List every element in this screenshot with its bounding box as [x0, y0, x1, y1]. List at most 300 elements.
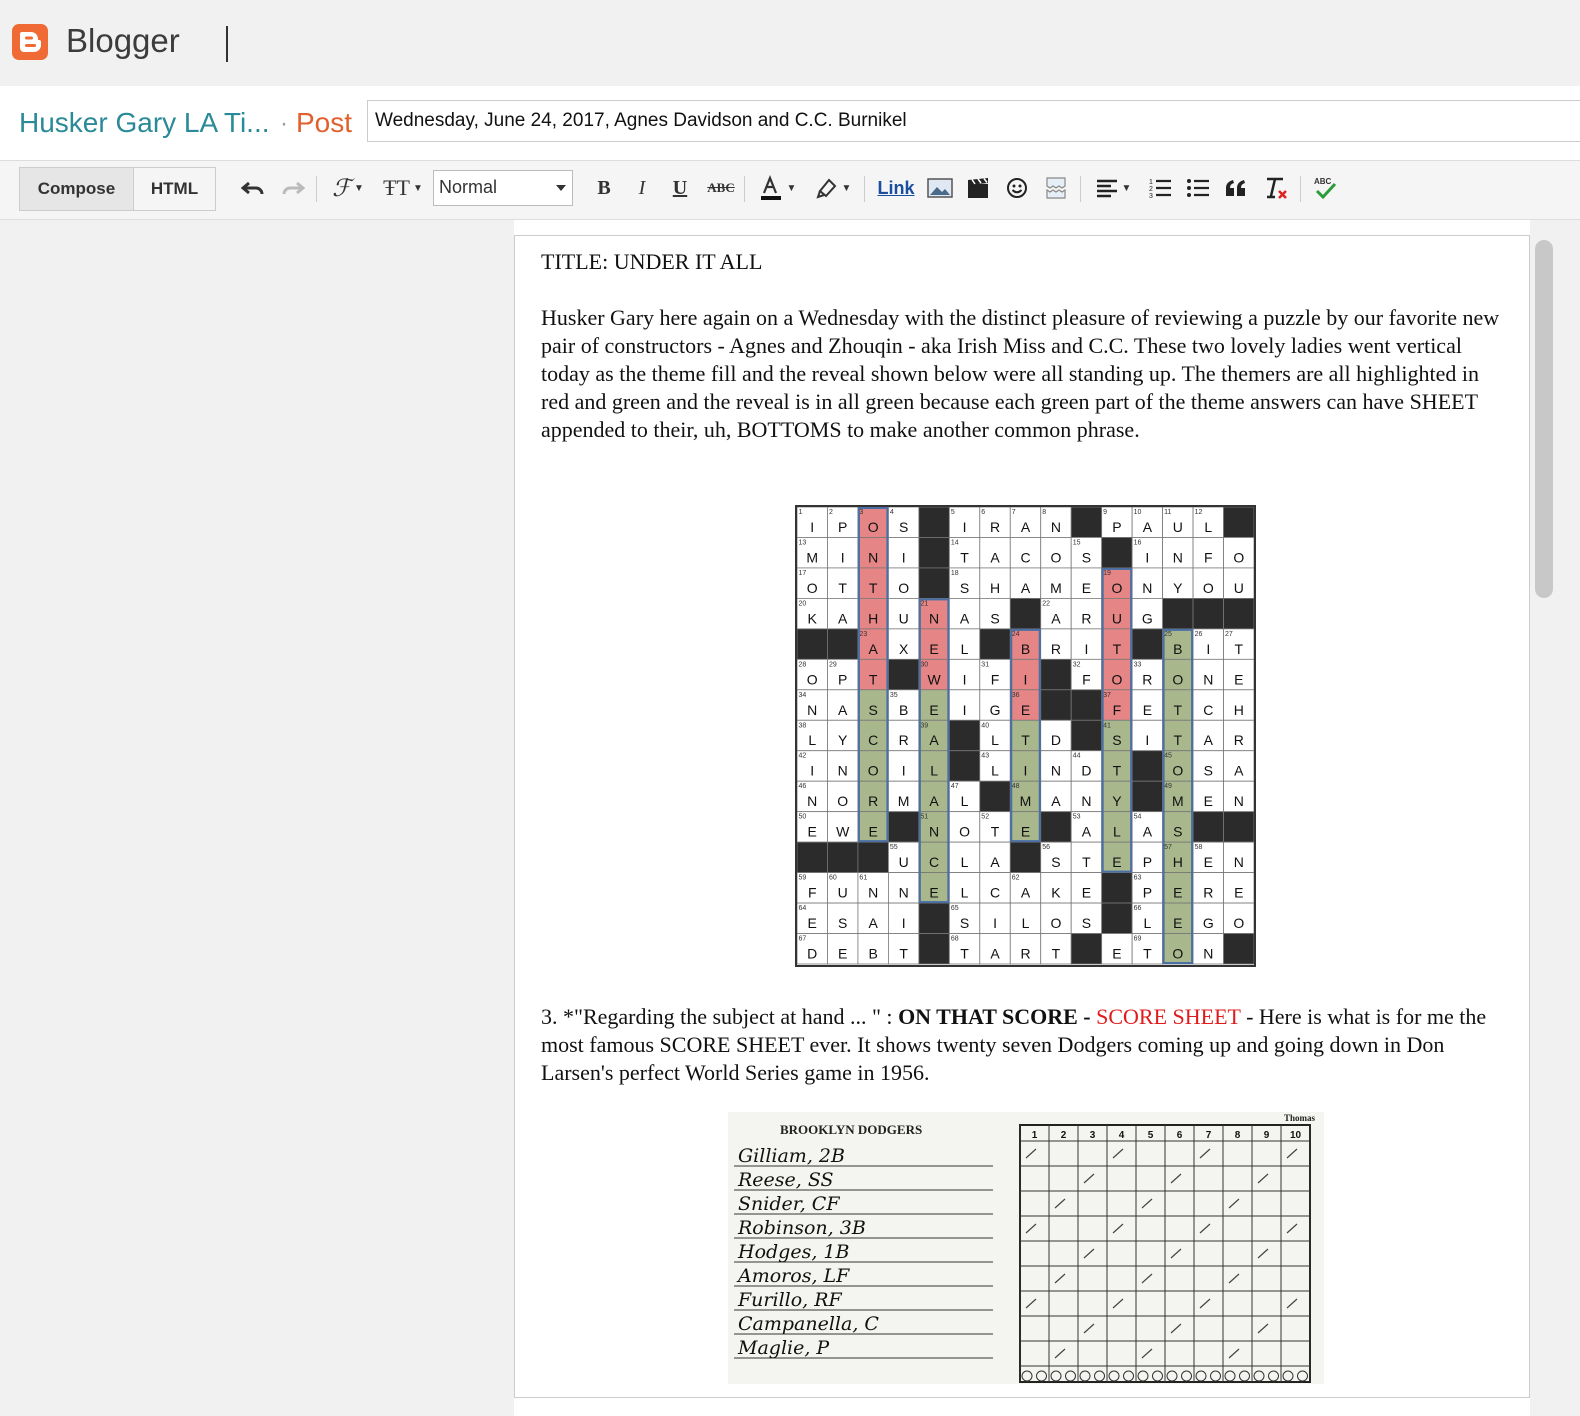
score-mark — [1142, 1274, 1152, 1283]
crossword-clue-number: 53 — [1072, 813, 1081, 821]
score-mark — [1229, 1349, 1239, 1358]
crossword-clue-number: 2 — [828, 509, 833, 516]
crossword-letter: S — [990, 610, 1000, 627]
total-circle — [1254, 1371, 1264, 1381]
crossword-clue-number: 50 — [798, 813, 807, 821]
crossword-clue-number: 34 — [798, 691, 807, 699]
crossword-letter: E — [1020, 823, 1031, 840]
score-mark — [1171, 1249, 1181, 1258]
score-mark — [1084, 1249, 1094, 1258]
crossword-clue-number: 16 — [1133, 539, 1142, 547]
crossword-clue-number: 17 — [798, 569, 807, 577]
crossword-letter: P — [1112, 518, 1122, 535]
crossword-letter: A — [1051, 610, 1061, 627]
crossword-letter: L — [1204, 518, 1213, 535]
crossword-clue-number: 37 — [1103, 691, 1111, 699]
player-name: Hodges, 1B — [738, 1241, 850, 1263]
crossword-letter: G — [989, 701, 1001, 718]
crossword-clue-number: 32 — [1072, 661, 1081, 669]
crossword-letter: C — [1020, 549, 1031, 566]
blog-name-link[interactable]: Husker Gary LA Ti... — [19, 107, 270, 138]
crossword-cell — [1041, 812, 1071, 842]
crossword-cell — [858, 842, 888, 872]
quote-icon[interactable] — [1222, 172, 1250, 204]
crossword-letter: L — [808, 732, 817, 749]
crossword-clue-number: 43 — [981, 752, 990, 760]
blogger-logo-icon[interactable] — [12, 24, 48, 60]
crossword-letter: B — [1173, 640, 1183, 657]
total-circle — [1138, 1371, 1148, 1381]
score-mark — [1258, 1249, 1268, 1258]
crossword-letter: L — [1021, 915, 1030, 932]
crossword-letter: E — [929, 640, 939, 657]
strikethrough-button[interactable]: ABC — [707, 180, 735, 195]
crossword-letter: E — [807, 915, 817, 932]
crossword-letter: B — [898, 701, 909, 718]
text-color-icon[interactable]: ▼ — [754, 172, 800, 204]
crossword-letter: S — [898, 518, 909, 535]
crossword-letter: D — [1050, 732, 1062, 749]
clue-red-answer: SCORE SHEET — [1096, 1004, 1241, 1029]
crossword-letter: O — [1233, 915, 1245, 932]
crossword-clue-number: 55 — [889, 844, 898, 852]
numbered-list-icon[interactable] — [1146, 172, 1174, 204]
crossword-letter: E — [868, 823, 878, 840]
total-circle — [1109, 1371, 1119, 1381]
crossword-cell — [1010, 842, 1040, 872]
crossword-letter: O — [1050, 915, 1062, 932]
crossword-clue-number: 8 — [1042, 509, 1047, 516]
crossword-letter: Y — [838, 732, 848, 749]
crossword-cell — [1041, 690, 1071, 720]
clue-prefix: 3. *"Regarding the subject at hand ... " : — [541, 1004, 899, 1029]
crossword-letter: T — [1082, 854, 1091, 871]
total-circle — [1240, 1371, 1250, 1381]
svg-text:1: 1 — [1149, 179, 1153, 186]
crossword-letter: H — [989, 579, 1001, 596]
crossword-letter: C — [989, 884, 1001, 901]
alignment-icon[interactable]: ▼ — [1090, 172, 1136, 204]
crossword-cell — [827, 842, 857, 872]
crossword-letter: O — [1111, 579, 1123, 596]
crossword-clue-number: 59 — [798, 874, 807, 882]
crossword-letter: A — [990, 854, 1000, 871]
crossword-letter: A — [868, 915, 878, 932]
corner-label: Thomas — [1284, 1113, 1316, 1123]
crossword-cell — [1224, 812, 1254, 842]
toolbar-divider — [1080, 176, 1081, 202]
chevron-down-icon — [556, 185, 566, 191]
crossword-clue-number: 58 — [1194, 844, 1203, 852]
font-size-icon[interactable]: ŦT ▼ — [383, 175, 423, 200]
crossword-letter: E — [838, 945, 848, 962]
crossword-cell — [1224, 598, 1254, 628]
crossword-cell — [797, 842, 827, 872]
crossword-letter: H — [868, 610, 879, 627]
crossword-clue-number: 6 — [981, 509, 986, 516]
crossword-clue-number: 40 — [981, 722, 990, 730]
crossword-cell — [1071, 934, 1101, 964]
crossword-clue-number: 41 — [1103, 722, 1111, 730]
crossword-letter: C — [929, 854, 940, 871]
crossword-cell — [1224, 507, 1254, 537]
highlight-color-icon[interactable]: ▼ — [810, 172, 856, 204]
toolbar-divider — [744, 176, 745, 202]
player-name: Campanella, C — [738, 1313, 879, 1335]
crossword-letter: T — [1051, 945, 1061, 962]
crossword-letter: I — [810, 518, 815, 535]
crossword-letter: A — [838, 610, 848, 627]
team-heading: BROOKLYN DODGERS — [780, 1122, 923, 1137]
crossword-letter: L — [1143, 915, 1152, 932]
crossword-letter: D — [1081, 762, 1092, 779]
crossword-letter: U — [898, 854, 909, 871]
crossword-letter: R — [1142, 671, 1153, 688]
crossword-letter: S — [1173, 823, 1183, 840]
score-mark — [1229, 1199, 1239, 1208]
player-name: Gilliam, 2B — [738, 1145, 845, 1167]
crossword-letter: P — [838, 671, 848, 688]
crossword-letter: B — [1020, 640, 1031, 657]
crossword-letter: L — [1113, 823, 1121, 840]
crossword-clue-number: 14 — [950, 539, 959, 547]
crossword-clue-number: 60 — [828, 874, 837, 882]
crossword-letter: S — [838, 915, 848, 932]
crossword-clue-number: 63 — [1133, 874, 1142, 882]
total-circle — [1283, 1371, 1293, 1381]
crossword-letter: N — [1203, 671, 1214, 688]
crossword-clue-number: 27 — [1225, 630, 1233, 638]
crossword-letter: O — [806, 579, 818, 596]
crossword-letter: I — [1145, 732, 1150, 749]
crossword-letter: F — [990, 671, 1000, 688]
crossword-letter: O — [1233, 549, 1245, 566]
total-circle — [1080, 1371, 1090, 1381]
crossword-letter: A — [1051, 793, 1061, 810]
crossword-letter: C — [1203, 701, 1214, 718]
crossword-letter: M — [1050, 579, 1062, 596]
underline-button[interactable]: U — [672, 176, 688, 199]
paragraph-format-select[interactable] — [433, 170, 573, 206]
crossword-letter: Y — [1173, 579, 1183, 596]
crossword-letter: A — [1142, 518, 1153, 535]
crossword-cell — [888, 812, 918, 842]
crossword-letter: B — [868, 945, 878, 962]
crossword-clue-number: 11 — [1164, 509, 1172, 516]
crossword-cell — [1163, 598, 1193, 628]
crossword-letter: T — [1234, 640, 1244, 657]
crossword-cell — [919, 568, 949, 598]
crossword-clue-number: 18 — [950, 569, 959, 577]
crossword-letter: A — [990, 945, 1000, 962]
crossword-letter: A — [1081, 823, 1092, 840]
crossword-clue-number: 61 — [859, 874, 868, 882]
editor-scrollbar[interactable] — [1535, 240, 1553, 598]
post-title-line: TITLE: UNDER IT ALL — [541, 249, 763, 274]
inning-number: 5 — [1147, 1130, 1154, 1141]
player-name: Furillo, RF — [738, 1289, 842, 1311]
crossword-letter: D — [807, 945, 818, 962]
crossword-letter: O — [837, 793, 849, 810]
crossword-letter: E — [1173, 915, 1183, 932]
crossword-letter: K — [1051, 884, 1061, 901]
crossword-cell — [949, 720, 979, 750]
total-circle — [1298, 1371, 1308, 1381]
inning-number: 6 — [1176, 1130, 1183, 1141]
score-mark — [1258, 1174, 1268, 1183]
crossword-letter: E — [1173, 884, 1183, 901]
emoji-icon[interactable] — [1003, 172, 1031, 204]
crossword-letter: R — [1233, 732, 1244, 749]
crossword-letter: O — [1111, 671, 1123, 688]
crossword-clue-number: 9 — [1103, 509, 1108, 516]
section-label: Post — [296, 107, 353, 138]
crossword-letter: H — [1233, 701, 1244, 718]
crossword-letter: T — [1173, 732, 1183, 749]
crossword-letter: K — [807, 610, 817, 627]
redo-icon[interactable] — [280, 172, 306, 204]
total-circle — [1124, 1371, 1134, 1381]
total-circle — [1095, 1371, 1105, 1381]
undo-icon[interactable] — [240, 172, 266, 204]
score-mark — [1200, 1299, 1210, 1308]
crossword-clue-number: 45 — [1164, 752, 1172, 760]
score-mark — [1258, 1324, 1268, 1333]
player-name: Amoros, LF — [738, 1265, 850, 1287]
crossword-letter: R — [868, 793, 879, 810]
crossword-letter: F — [807, 884, 817, 901]
score-mark — [1055, 1199, 1065, 1208]
crossword-letter: T — [990, 823, 1000, 840]
crossword-letter: P — [1142, 884, 1153, 901]
post-title-input[interactable] — [367, 100, 1580, 142]
crossword-cell — [1132, 629, 1162, 659]
crossword-letter: W — [836, 823, 850, 840]
crossword-clue-number: 44 — [1072, 752, 1081, 760]
crossword-letter: U — [837, 884, 848, 901]
crossword-letter: I — [1206, 640, 1211, 657]
crossword-clue-number: 26 — [1194, 630, 1203, 638]
crossword-letter: I — [962, 518, 967, 535]
crossword-letter: S — [868, 701, 878, 718]
crossword-clue-number: 69 — [1133, 935, 1142, 943]
crossword-letter: T — [899, 945, 908, 962]
crossword-clue-number: 3 — [859, 509, 864, 516]
crossword-clue-number: 25 — [1164, 630, 1172, 638]
crossword-clue-number: 7 — [1011, 509, 1016, 516]
crossword-letter: A — [990, 549, 1000, 566]
crossword-letter: I — [1023, 671, 1028, 688]
crossword-letter: E — [1142, 701, 1153, 718]
crossword-letter: T — [1112, 762, 1122, 779]
score-mark — [1084, 1324, 1094, 1333]
clue-answer: ON THAT SCORE - — [898, 1004, 1097, 1029]
total-circle — [1269, 1371, 1279, 1381]
crossword-letter: A — [1020, 518, 1031, 535]
svg-text:3: 3 — [1149, 193, 1153, 199]
html-mode-button[interactable]: HTML — [133, 167, 216, 211]
crossword-letter: E — [807, 823, 817, 840]
crossword-clue-number: 29 — [828, 661, 837, 669]
crossword-clue-number: 57 — [1164, 844, 1172, 852]
crossword-clue-number: 13 — [798, 539, 807, 547]
editor-content — [541, 248, 1507, 444]
font-family-icon[interactable]: ℱ ▼ — [332, 175, 364, 202]
player-name: Reese, SS — [738, 1169, 834, 1191]
crossword-cell — [888, 659, 918, 689]
crossword-letter: I — [993, 915, 997, 932]
crossword-letter: I — [1023, 762, 1028, 779]
svg-text:2: 2 — [1149, 186, 1153, 193]
crossword-letter: M — [1019, 793, 1032, 810]
crossword-cell — [1193, 598, 1223, 628]
crossword-letter: I — [901, 915, 906, 932]
crossword-cell — [1071, 720, 1101, 750]
inning-number: 9 — [1263, 1130, 1270, 1141]
crossword-letter: T — [1143, 945, 1152, 962]
crossword-clue-number: 4 — [889, 509, 894, 516]
crossword-letter: O — [1050, 549, 1062, 566]
insert-image-icon[interactable] — [926, 172, 954, 204]
bulleted-list-icon[interactable] — [1184, 172, 1212, 204]
crossword-cell — [949, 751, 979, 781]
crossword-letter: G — [1141, 610, 1153, 627]
total-circle — [1211, 1371, 1221, 1381]
crossword-letter: C — [868, 732, 879, 749]
crossword-letter: R — [989, 518, 1001, 535]
crossword-letter: O — [867, 518, 879, 535]
crossword-clue-number: 23 — [859, 630, 868, 638]
crossword-clue-number: 52 — [981, 813, 990, 821]
crossword-letter: M — [806, 549, 819, 566]
crossword-letter: S — [1203, 762, 1213, 779]
compose-mode-button[interactable]: Compose — [19, 167, 134, 211]
crossword-letter: N — [1081, 793, 1092, 810]
crossword-letter: N — [868, 884, 879, 901]
crossword-letter: T — [960, 945, 969, 962]
crossword-letter: P — [1142, 854, 1153, 871]
crossword-letter: O — [959, 823, 971, 840]
toolbar-divider — [316, 176, 317, 202]
crossword-letter: I — [840, 549, 845, 566]
crossword-letter: A — [1234, 762, 1244, 779]
crossword-letter: M — [897, 793, 910, 810]
spellcheck-icon[interactable] — [1310, 172, 1340, 204]
crossword-letter: U — [1172, 518, 1183, 535]
crossword-cell — [980, 781, 1010, 811]
crossword-grid-image — [795, 505, 1256, 967]
crossword-letter: G — [1202, 915, 1214, 932]
remove-formatting-icon[interactable] — [1261, 172, 1291, 204]
italic-button[interactable]: I — [638, 176, 646, 199]
inning-number: 8 — [1234, 1130, 1241, 1141]
player-name: Snider, CF — [738, 1193, 840, 1215]
link-button[interactable]: Link — [877, 177, 915, 198]
inning-number: 2 — [1060, 1130, 1067, 1141]
crossword-letter: U — [1111, 610, 1122, 627]
crossword-cell — [919, 903, 949, 933]
score-mark — [1113, 1299, 1123, 1308]
crossword-clue-number: 62 — [1011, 874, 1020, 882]
crossword-clue-number: 64 — [798, 905, 807, 913]
crossword-letter: E — [1203, 793, 1213, 810]
crossword-clue-number: 31 — [981, 661, 990, 669]
inning-number: 7 — [1205, 1130, 1212, 1141]
crossword-letter: A — [929, 793, 939, 810]
crossword-cell — [1193, 812, 1223, 842]
crossword-letter: O — [898, 579, 910, 596]
crossword-cell — [797, 629, 827, 659]
crossword-clue-number: 20 — [798, 600, 807, 608]
total-circle — [1153, 1371, 1163, 1381]
score-mark — [1026, 1299, 1036, 1308]
crossword-letter: O — [1172, 945, 1184, 962]
crossword-letter: N — [807, 793, 818, 810]
header-separator: · — [280, 110, 288, 137]
crossword-letter: E — [1112, 854, 1122, 871]
crossword-cell — [1102, 903, 1132, 933]
insert-jump-break-icon[interactable] — [1042, 172, 1070, 204]
crossword-letter: W — [927, 671, 941, 688]
crossword-clue-number: 30 — [920, 661, 929, 669]
total-circle — [1066, 1371, 1076, 1381]
crossword-clue-number: 19 — [1103, 569, 1111, 577]
crossword-clue-number: 46 — [798, 783, 807, 791]
crossword-cell — [980, 629, 1010, 659]
score-mark — [1055, 1274, 1065, 1283]
crossword-letter: N — [929, 610, 940, 627]
score-mark — [1171, 1324, 1181, 1333]
crossword-clue-number: 1 — [798, 509, 803, 516]
crossword-letter: E — [1020, 701, 1031, 718]
crossword-letter: A — [868, 640, 878, 657]
total-circle — [1051, 1371, 1061, 1381]
crossword-clue-number: 39 — [920, 722, 929, 730]
player-name: Maglie, P — [738, 1337, 830, 1359]
crossword-letter: L — [960, 884, 969, 901]
crossword-letter: A — [838, 701, 848, 718]
total-circle — [1182, 1371, 1192, 1381]
crossword-letter: I — [901, 762, 906, 779]
crossword-letter: L — [930, 762, 938, 779]
spacer — [541, 276, 1507, 304]
crossword-letter: S — [1081, 915, 1092, 932]
score-mark — [1200, 1149, 1210, 1158]
crossword-cell — [1102, 873, 1132, 903]
crossword-letter: X — [898, 640, 909, 657]
crossword-clue-number: 38 — [798, 722, 807, 730]
total-circle — [1037, 1371, 1047, 1381]
crossword-letter: S — [959, 579, 970, 596]
score-mark — [1142, 1199, 1152, 1208]
crossword-cell — [1071, 507, 1101, 537]
score-mark — [1113, 1224, 1123, 1233]
crossword-letter: F — [1204, 549, 1213, 566]
crossword-letter: A — [1020, 579, 1031, 596]
crossword-letter: F — [1082, 671, 1091, 688]
crossword-letter: E — [1203, 854, 1213, 871]
crossword-letter: T — [868, 671, 878, 688]
crossword-letter: S — [1112, 732, 1122, 749]
insert-video-icon[interactable] — [964, 172, 992, 204]
bold-button[interactable]: B — [597, 176, 611, 199]
crossword-clue-number: 54 — [1133, 813, 1142, 821]
crossword-letter: N — [837, 762, 848, 779]
crossword-clue-number: 5 — [950, 509, 955, 516]
crossword-clue-number: 66 — [1133, 905, 1142, 913]
score-mark — [1113, 1149, 1123, 1158]
crossword-clue-number: 15 — [1072, 539, 1081, 547]
